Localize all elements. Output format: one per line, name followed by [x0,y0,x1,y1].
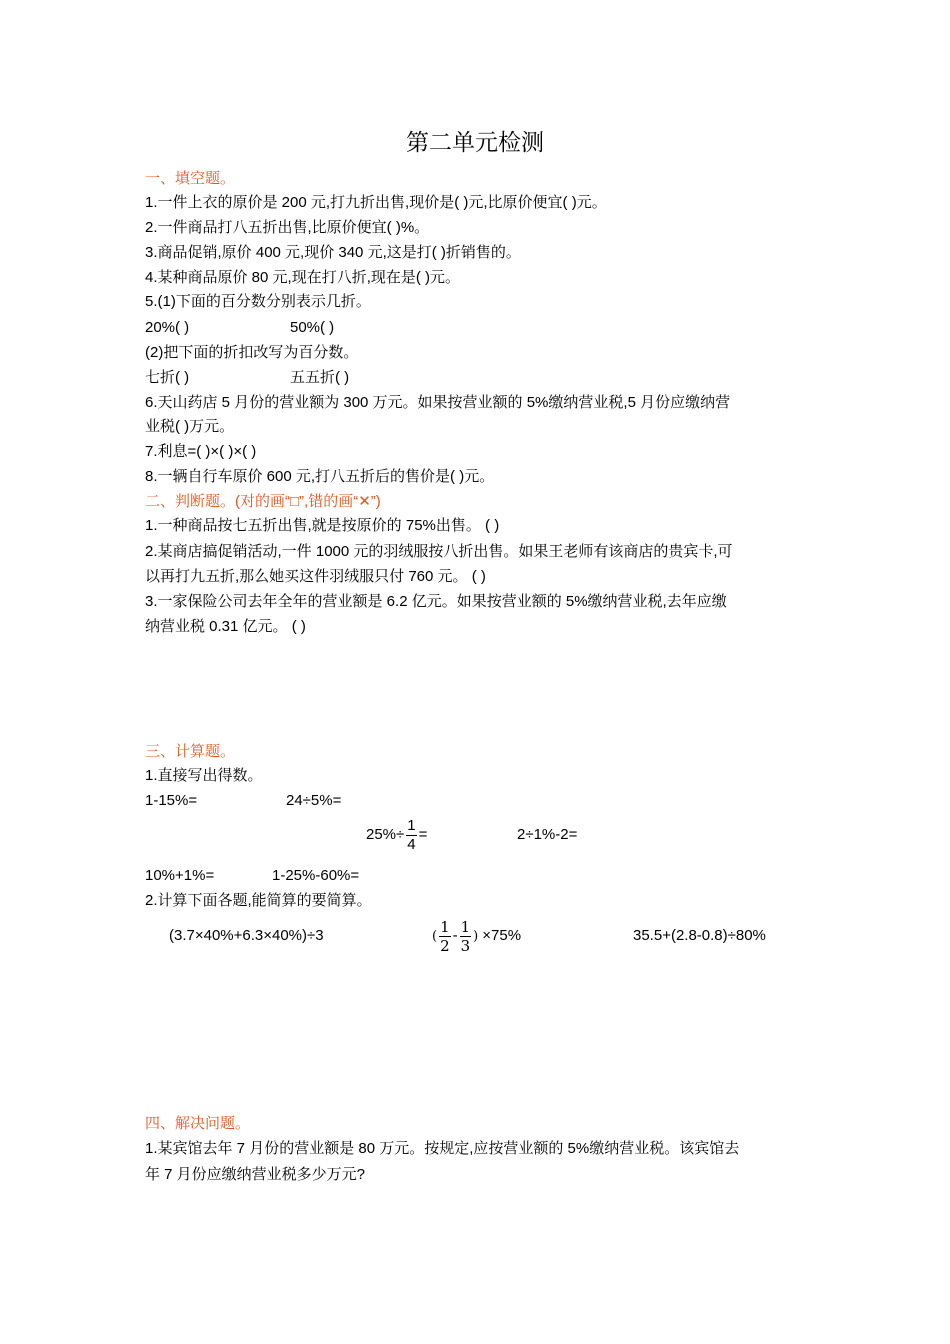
fraction-one-half [439,918,451,955]
page-title: 第二单元检测 [406,130,544,156]
fill-question-6-line-2: 业税( )万元。 [145,418,235,435]
judge-question-3-line-1: 3.一家保险公司去年全年的营业额是 6.2 亿元。如果按营业额的 5%缴纳营业税,去年应缴 [145,593,727,610]
judge-question-3-line-2: 纳营业税 0.31 亿元。 ( ) [145,618,306,635]
judge-question-1: 1.一种商品按七五折出售,就是按原价的 75%出售。 ( ) [145,517,500,534]
fill-question-7: 7.利息=( )×( )×( ) [145,443,257,460]
fill-question-3: 3.商品促销,原价 400 元,现价 340 元,这是打( )折销售的。 [145,244,521,261]
judge-question-2-line-2: 以再打九五折,那么她买这件羽绒服只付 760 元。 ( ) [145,568,486,585]
fraction-denominator: 3 [460,936,471,955]
fraction-one-quarter [406,817,416,854]
section-heading-fill: 一、填空题。 [145,170,236,187]
fill-question-4: 4.某种商品原价 80 元,现在打八折,现在是( )元。 [145,269,461,286]
fill-question-5-item-d: 五五折( ) [290,369,350,386]
open-paren: ( [432,929,438,944]
fill-question-6-line-1: 6.天山药店 5 月份的营业额为 300 万元。如果按营业额的 5%缴纳营业税,5 月份应缴纳营 [145,394,731,411]
calc-expression-3 [366,815,427,855]
fill-question-1: 1.一件上衣的原价是 200 元,打九折出售,现价是( )元,比原价便宜( )元。 [145,194,607,211]
fraction-numerator: 1 [407,816,416,834]
fill-question-5-item-c: 七折( ) [145,369,190,386]
calc-expression-2: 24÷5%= [286,792,342,809]
solve-question-1-line-1: 1.某宾馆去年 7 月份的营业额是 80 万元。按规定,应按营业额的 5%缴纳营业税。该宾馆去 [145,1140,740,1157]
fill-question-5: 5.(1)下面的百分数分别表示几折。 [145,293,371,310]
calc-expression-3-suffix: = [418,826,428,843]
calc-intro-1: 1.直接写出得数。 [145,767,263,784]
calc-problem-2 [432,916,521,957]
calc-expression-3-prefix: 25%÷ [366,826,405,843]
fraction-denominator: 4 [407,835,416,853]
section-heading-judge: 二、判断题。(对的画“□”,错的画“✕”) [145,493,381,510]
judge-question-2-line-1: 2.某商店搞促销活动,一件 1000 元的羽绒服按八折出售。如果王老师有该商店的贵宾卡,可 [145,543,733,560]
calc-expression-6: 1-25%-60%= [272,867,360,884]
fraction-numerator: 1 [440,917,450,936]
calc-expression-1: 1-15%= [145,792,198,809]
section-heading-calc: 三、计算题。 [145,743,236,760]
calc-expression-4: 2÷1%-2= [517,826,578,843]
fraction-one-third [460,918,472,955]
minus-sign: - [452,927,458,944]
close-paren: ) [473,929,479,944]
calc-problem-2-suffix: ×75% [482,927,522,944]
solve-question-1-line-2: 年 7 月份应缴纳营业税多少万元? [145,1166,366,1183]
fill-question-5-part-2: (2)把下面的折扣改写为百分数。 [145,344,359,361]
fill-question-8: 8.一辆自行车原价 600 元,打八五折后的售价是( )元。 [145,468,495,485]
fill-question-5-item-b: 50%( ) [290,319,335,336]
fill-question-2: 2.一件商品打八五折出售,比原价便宜( )%。 [145,219,430,236]
calc-intro-2: 2.计算下面各题,能简算的要简算。 [145,892,372,909]
calc-problem-1: (3.7×40%+6.3×40%)÷3 [169,927,324,944]
fraction-numerator: 1 [460,917,471,936]
fraction-denominator: 2 [440,936,450,955]
fill-question-5-item-a: 20%( ) [145,319,190,336]
calc-expression-5: 10%+1%= [145,867,215,884]
calc-problem-3: 35.5+(2.8-0.8)÷80% [633,927,766,944]
section-heading-solve: 四、解决问题。 [145,1115,251,1132]
